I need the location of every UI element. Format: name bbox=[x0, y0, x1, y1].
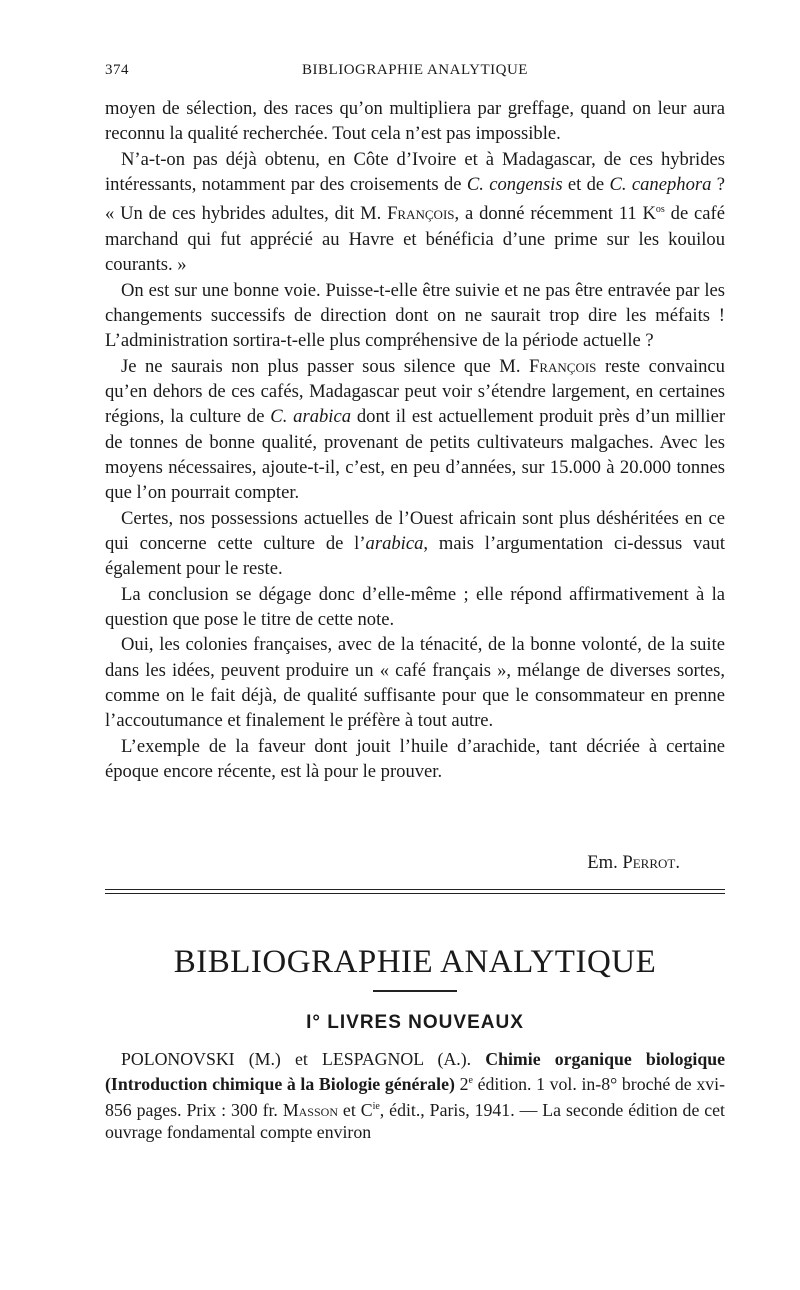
bibliography-entry: POLONOVSKI (M.) et LESPAGNOL (A.). Chimie organique biologique (Introduction chimique à la Biologie générale) 2e édition. 1 vol. in-8° broché de xvi-856 pages. Prix : 300 fr. Masson et $C^{ie}$, édit., Paris, 1941. — La seconde édition de cet ouvrage fondamental compte environ bbox=[105, 1049, 726, 1142]
author-signature: Em. Perrot. bbox=[587, 852, 680, 873]
paragraph-1: moyen de sélection, des races qu’on multipliera par greffage, quand on leur aura reconnu la qualité recherchée. Tout cela n’est pas impossible. bbox=[105, 98, 725, 145]
running-title: BIBLIOGRAPHIE ANALYTIQUE bbox=[302, 62, 528, 78]
paragraph-6: La conclusion se dégage donc d’elle-même ; elle répond affirmativement à la question que pose le titre de cette note. bbox=[105, 583, 725, 631]
paragraph-4: Je ne saurais non plus passer sous silence que M. François reste convaincu qu’en dehors de ces cafés, Madagascar peut voir s’étendre largement, en certaines régions, la culture de C. arabica dont il est actuellement produit près d’un millier de tonnes de bonne qualité, provenant de petits cultivateurs malgaches. Avec les moyens nécessaires, ajoute-t-il, c’est, en peu d’années, sur 15.000 à 20.000 tonnes que l’on pourrait compter. bbox=[105, 355, 726, 504]
subsection-title: I° LIVRES NOUVEAUX bbox=[306, 1012, 524, 1033]
paragraph-8: L’exemple de la faveur dont jouit l’huile d’arachide, tant décriée à certaine époque encore récente, est là pour le prouver. bbox=[105, 735, 725, 783]
double-rule-divider bbox=[105, 889, 725, 894]
paragraph-3: On est sur une bonne voie. Puisse-t-elle être suivie et ne pas être entravée par les changements successifs de direction dont on ne saurait trop dire les méfaits ! L’administration sortira-t-elle plus compréhensive de la période actuelle ? bbox=[105, 279, 725, 352]
page-number: 374 bbox=[105, 62, 129, 78]
title-underline bbox=[373, 990, 457, 992]
article-body bbox=[105, 96, 725, 784]
paragraph-5: Certes, nos possessions actuelles de l’Ouest africain sont plus déshéritées en ce qui concerne cette culture de l’arabica, mais l’argumentation ci-dessus vaut également pour le reste. bbox=[105, 507, 725, 580]
paragraph-7: Oui, les colonies françaises, avec de la ténacité, de la bonne volonté, de la suite dans les idées, peuvent produire un « café français », mélange de diverses sortes, comme on le fait déjà, de qualité suffisante pour que le consommateur en prenne l’accoutumance et finalement le préfère à tout autre. bbox=[105, 634, 725, 732]
section-title: BIBLIOGRAPHIE ANALYTIQUE bbox=[173, 944, 657, 980]
book-title: Chimie organique biologique (Introduction chimique à la Biologie générale) bbox=[105, 1049, 725, 1095]
paragraph-2: N’a-t-on pas déjà obtenu, en Côte d’Ivoire et à Madagascar, de ces hybrides intéressants, notamment par des croisements de C. congensis et de C. canephora ? « Un de ces hybrides adultes, dit M. François, a donné récemment 11 $K^{os}$ de café marchand qui fut apprécié au Havre et bénéficia d’une prime sur les kouilou courants. » bbox=[105, 148, 725, 276]
running-header bbox=[105, 62, 725, 84]
